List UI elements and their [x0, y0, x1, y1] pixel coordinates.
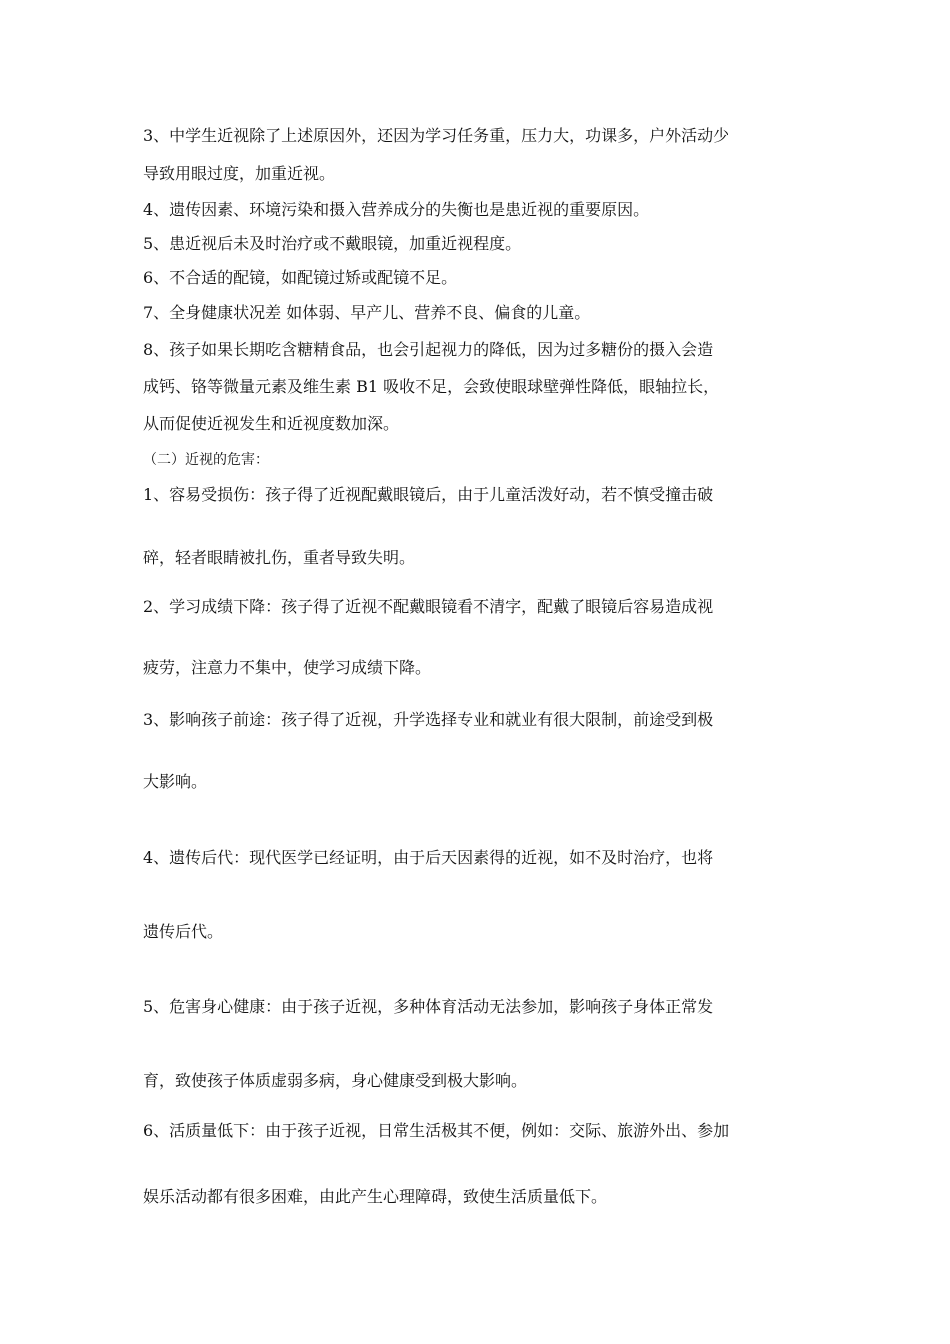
cause-line: 6、不合适的配镜，如配镜过矫或配镜不足。: [143, 268, 458, 287]
harm-line: 娱乐活动都有很多困难，由此产生心理障碍，致使生活质量低下。: [143, 1187, 608, 1206]
cause-line: 4、遗传因素、环境污染和摄入营养成分的失衡也是患近视的重要原因。: [143, 200, 650, 219]
harm-line: 3、影响孩子前途：孩子得了近视，升学选择专业和就业有很大限制，前途受到极: [143, 710, 714, 729]
cause-line: 8、孩子如果长期吃含糖精食品，也会引起视力的降低，因为过多糖份的摄入会造: [143, 340, 714, 359]
harm-line: 5、危害身心健康：由于孩子近视，多种体育活动无法参加，影响孩子身体正常发: [143, 997, 714, 1016]
harm-line: 遗传后代。: [143, 922, 224, 941]
harm-line: 育，致使孩子体质虚弱多病，身心健康受到极大影响。: [143, 1071, 528, 1090]
section-heading: （二）近视的危害：: [143, 452, 269, 468]
harm-line: 大影响。: [143, 772, 208, 791]
harm-line: 碎，轻者眼睛被扎伤，重者导致失明。: [143, 548, 416, 567]
harm-line: 6、活质量低下：由于孩子近视，日常生活极其不便，例如：交际、旅游外出、参加: [143, 1121, 730, 1140]
cause-line: 5、患近视后未及时治疗或不戴眼镜，加重近视程度。: [143, 234, 522, 253]
cause-line: 7、全身健康状况差 如体弱、早产儿、营养不良、偏食的儿童。: [143, 303, 591, 322]
harm-line: 1、容易受损伤：孩子得了近视配戴眼镜后，由于儿童活泼好动，若不慎受撞击破: [143, 485, 714, 504]
cause-line: 从而促使近视发生和近视度数加深。: [143, 414, 400, 433]
cause-line: 3、中学生近视除了上述原因外，还因为学习任务重，压力大，功课多，户外活动少: [143, 126, 730, 145]
cause-line: 导致用眼过度，加重近视。: [143, 164, 336, 183]
harm-line: 疲劳，注意力不集中，使学习成绩下降。: [143, 658, 432, 677]
cause-line: 成钙、铬等微量元素及维生素 B1 吸收不足，会致使眼球壁弹性降低，眼轴拉长，: [143, 377, 720, 396]
harm-line: 2、学习成绩下降：孩子得了近视不配戴眼镜看不清字，配戴了眼镜后容易造成视: [143, 597, 714, 616]
harm-line: 4、遗传后代：现代医学已经证明，由于后天因素得的近视，如不及时治疗，也将: [143, 848, 714, 867]
